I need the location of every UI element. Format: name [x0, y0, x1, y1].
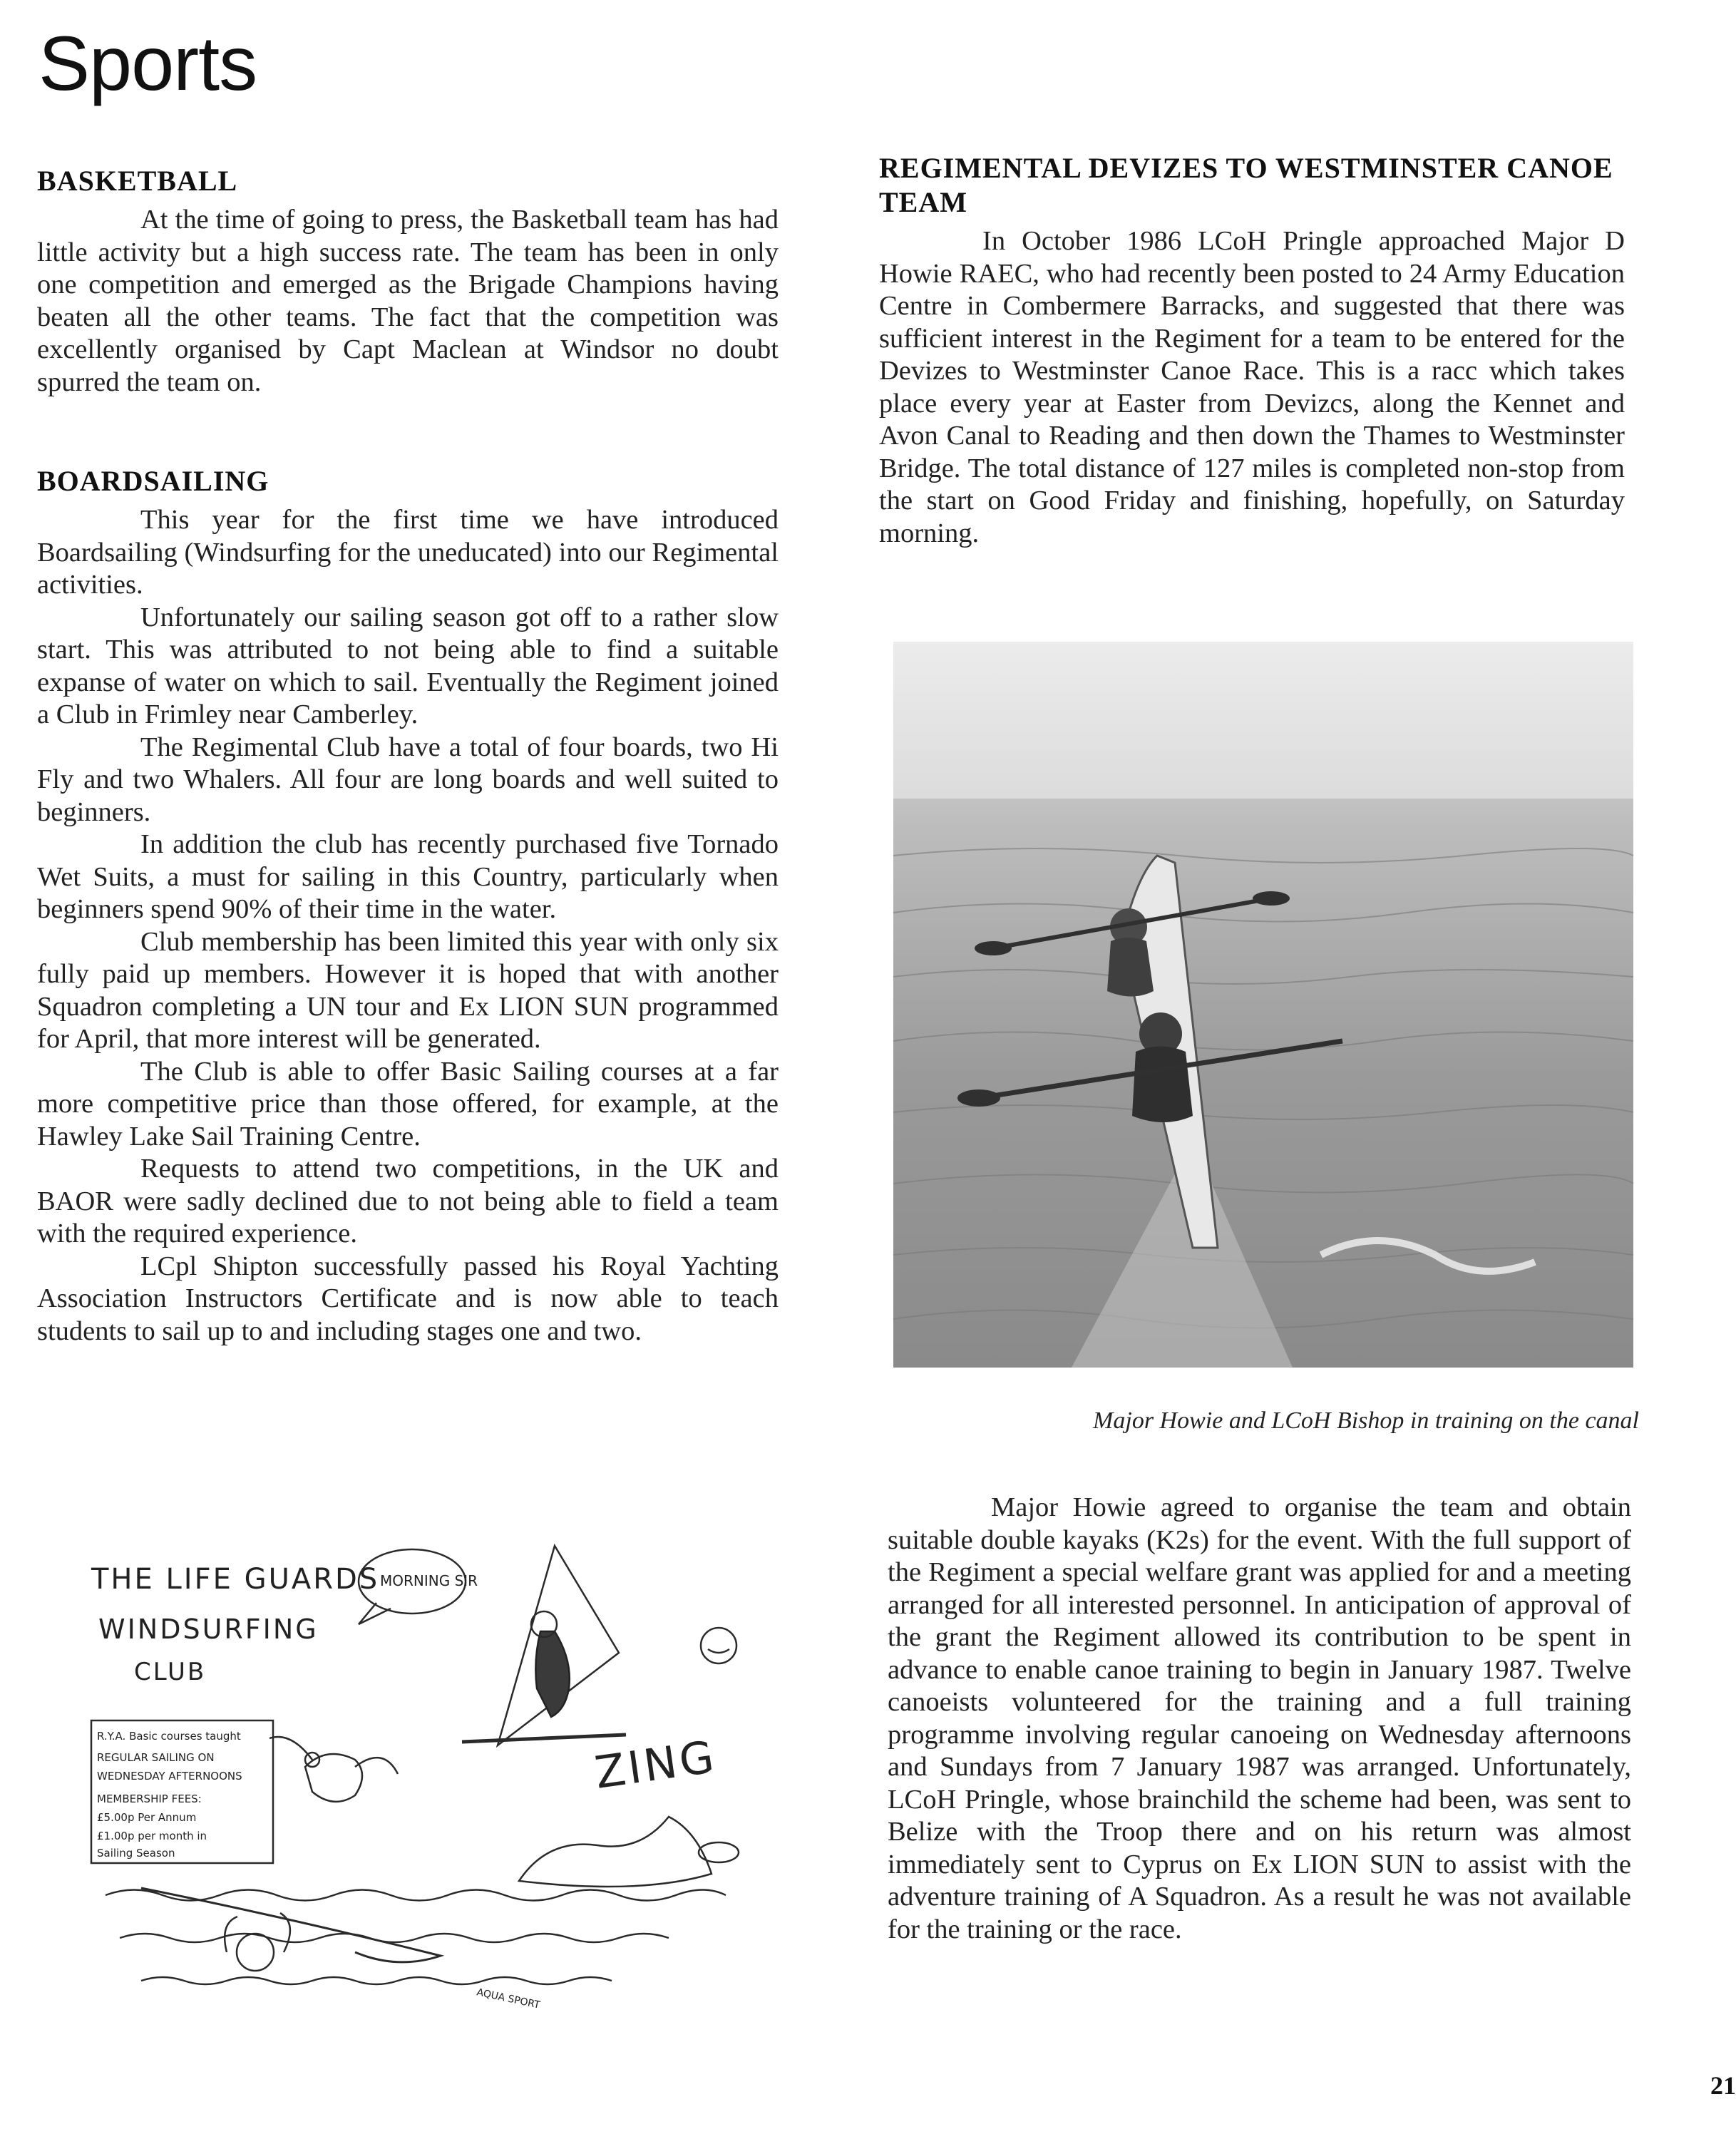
boardsailing-paragraph-6: The Club is able to offer Basic Sailing courses at a far more competitive price than those offered, for example, at the Hawley Lake Sail Training Centre.: [37, 1056, 779, 1152]
windsurfing-club-cartoon: [77, 1553, 754, 2011]
boardsailing-paragraph-1: This year for the first time we have introduced Boardsailing (Windsurfing for the uneducated) into our Regimental activities.: [37, 505, 779, 600]
right-column-bottom: [888, 1492, 1631, 1946]
page-number: 21: [1710, 2071, 1736, 2100]
right-column-top: [879, 151, 1625, 550]
notice-line-4: MEMBERSHIP FEES:: [97, 1792, 202, 1805]
boardsailing-paragraph-4: In addition the club has recently purchased five Tornado Wet Suits, a must for sailing in this Country, particularly when beginners spend 90% of their time in the water.: [37, 829, 779, 924]
speech-text: MORNING SIR: [380, 1572, 478, 1589]
canoe-training-photo: [893, 642, 1633, 1368]
boardsailing-paragraph-7: Requests to attend two competitions, in the UK and BAOR were sadly declined due to not being able to field a team with the required experience.: [37, 1154, 779, 1248]
swimmer-head: [237, 1934, 274, 1971]
basketball-heading: BASKETBALL: [37, 165, 238, 197]
boardsailing-heading: BOARDSAILING: [37, 465, 269, 497]
boardsailing-paragraph-3: The Regimental Club have a total of four boards, two Hi Fly and two Whalers. All four are long boards and well suited to beginners.: [37, 732, 779, 827]
notice-line-1: R.Y.A. Basic courses taught: [97, 1730, 241, 1743]
photo-caption: Major Howie and LCoH Bishop in training on the canal: [1093, 1407, 1639, 1434]
zing-sound-effect: ZING: [591, 1730, 720, 1799]
notice-line-6: £1.00p per month in: [97, 1830, 207, 1842]
seagull-drawing: [269, 1737, 398, 1802]
windsurf-board: [462, 1735, 626, 1742]
basketball-paragraph-1: At the time of going to press, the Basketball team has had little activity but a high success rate. The team has been in only one competition and emerged as the Brigade Champions having beaten all the other teams. The fact that the competition was excellently organised by Capt Maclean at Windsor no doubt spurred the team on.: [37, 205, 779, 397]
notice-line-3: WEDNESDAY AFTERNOONS: [97, 1770, 242, 1783]
windsurfer-figure: [535, 1631, 570, 1717]
cartoon-title-line1: THE LIFE GUARDS: [91, 1563, 380, 1596]
notice-line-2: REGULAR SAILING ON: [97, 1751, 215, 1764]
notice-line-5: £5.00p Per Annum: [97, 1811, 197, 1824]
canoe-intro-paragraph: In October 1986 LCoH Pringle approached Major D Howie RAEC, who had recently been posted to 24 Army Education Centre in Combermere Barracks, and suggested that there was sufficient interest in the Regiment for a team to be entered for the Devizes to Westminster Canoe Race. This is a racc which takes place every year at Easter from Devizcs, along the Kennet and Avon Canal to Reading and then down the Thames to Westminster Bridge. The total distance of 127 miles is completed non-stop from the start on Good Friday and finishing, hopefully, on Saturday morning.: [879, 226, 1625, 548]
board-lettering: AQUA SPORT: [476, 1986, 541, 2011]
boardsailing-paragraph-5: Club membership has been limited this year with only six fully paid up members. However it is hoped that with another Squadron completing a UN tour and Ex LION SUN programmed for April, that more interest will be generated.: [37, 926, 779, 1054]
page-title: Sports: [38, 20, 257, 106]
cartoon-title-line3: CLUB: [134, 1658, 207, 1686]
canoe-continued-paragraph: Major Howie agreed to organise the team and obtain suitable double kayaks (K2s) for the event. With the full support of the Regiment a special welfare grant was applied for and a meeting arranged for all interested personnel. In anticipation of approval of the grant the Regiment allowed its contribution to be spent in advance to enable canoe training to begin in January 1987. Twelve canoeists volunteered for the training and a full training programme involving regular canoeing on Wednesday afternoons and Sundays from 7 January 1987 was arranged. Unfortunately, LCoH Pringle, whose brainchild the scheme had been, was sent to Belize with the Troop there and on his return was almost immediately sent to Cyprus on Ex LION SUN to assist with the adventure training of A Squadron. As a result he was not available for the training or the race.: [888, 1492, 1631, 1944]
left-column: [37, 164, 779, 1348]
cartoon-title-line2: WINDSURFING: [98, 1614, 319, 1645]
boardsailing-paragraph-8: LCpl Shipton successfully passed his Royal Yachting Association Instructors Certificate and is now able to teach students to sail up to and including stages one and two.: [37, 1251, 779, 1346]
notice-line-7: Sailing Season: [97, 1847, 175, 1860]
canoe-heading: REGIMENTAL DEVIZES TO WESTMINSTER CANOE TEAM: [879, 152, 1613, 218]
boardsailing-paragraph-2: Unfortunately our sailing season got off to a rather slow start. This was attributed to not being able to find a suitable expanse of water on which to sail. Eventually the Regiment joined a Club in Frimley near Camberley.: [37, 602, 779, 729]
